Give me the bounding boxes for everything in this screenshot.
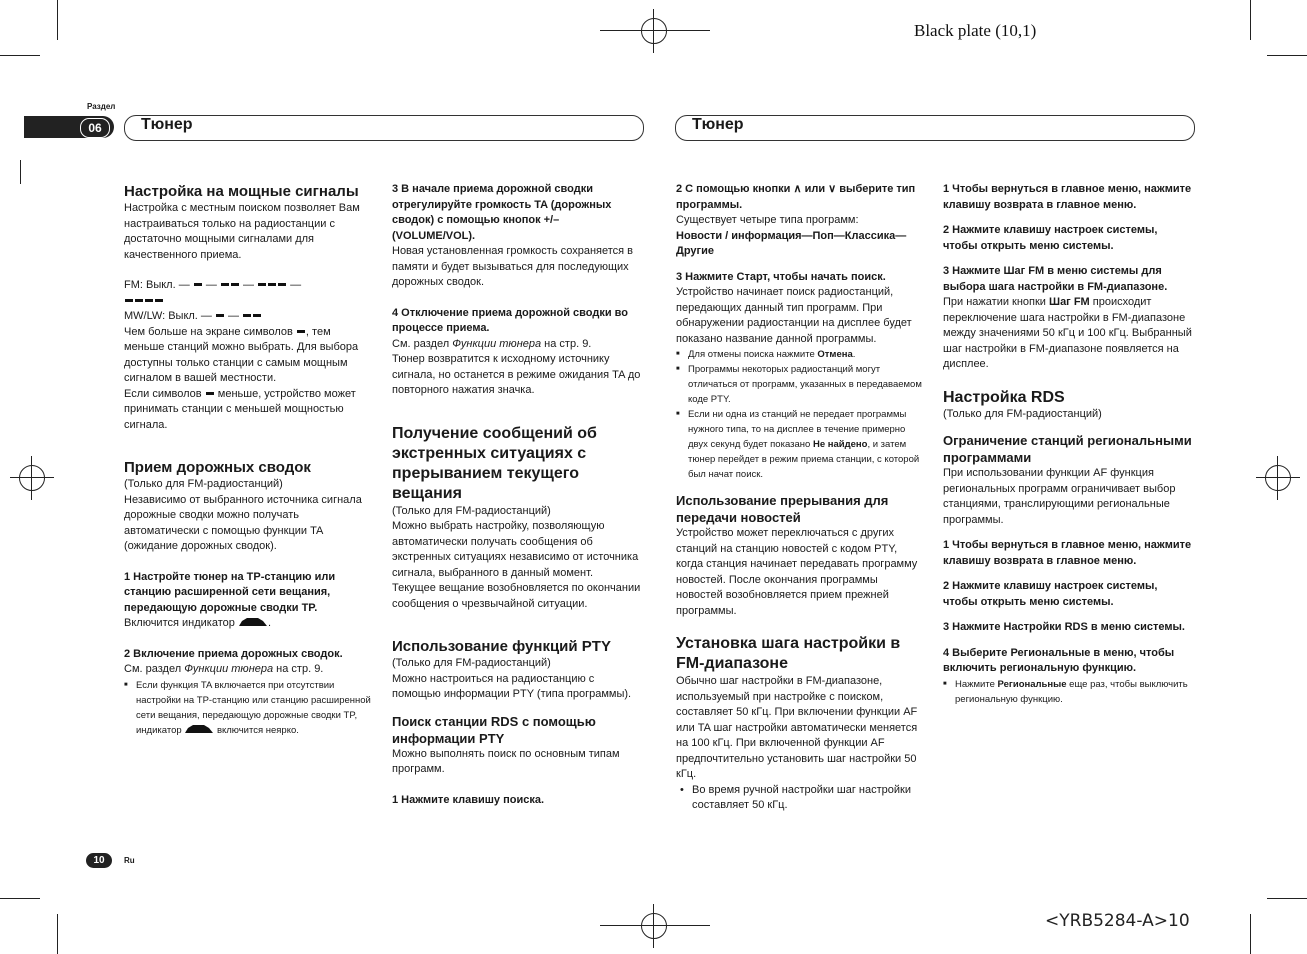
paragraph: Включится индикатор . [124,617,271,629]
step-heading: 3 В начале приема дорожной сводки отрегулируйте громкость TA (дорожных сводок) с помощью кнопок +/– (VOLUME/VOL). [392,183,612,242]
paragraph: При нажатии кнопки Шаг FM происходит переключение шага настройки в FM-диапазоне между значениями 50 кГц и 100 кГц. Выбранный шаг настройки в FM-диапазоне появляется на дисплее. [943,296,1192,370]
heading-news: Использование прерывания для передачи новостей [676,493,889,525]
chevron-up-icon: ∧ [793,183,802,195]
bullet-item: • Во время ручной настройки шаг настройки составляет 50 кГц. [676,783,926,814]
step-heading: 1 Чтобы вернуться в главное меню, нажмите клавишу возврата в главное меню. [943,539,1192,567]
note: ■ Для отмены поиска нажмите Отмена. [676,347,926,362]
paragraph: (Только для FM-радиостанций) [943,407,1102,420]
paragraph: Можно выполнять поиск по основным типам программ. [392,747,620,775]
crop-mark [0,55,40,56]
heading-emergency: Получение сообщений об экстренных ситуациях с прерыванием текущего вещания [392,424,597,502]
fm-levels: FM: Выкл. — — — — [124,278,374,309]
crop-mark [0,898,40,899]
heading-pty: Использование функций PTY [392,638,611,655]
step-heading: 3 Нажмите Настройки RDS в меню системы. [943,621,1185,633]
paragraph: Настройка с местным поиском позволяет Вам настраиваться только на радиостанции с достаточно мощными сигналами для качественного приема. [124,202,360,261]
paragraph: См. раздел Функции тюнера на стр. 9. [392,337,592,350]
crop-mark [20,160,21,184]
step-heading: 2 Включение приема дорожных сводок. [124,647,343,660]
heading-fm-step: Установка шага настройки в FM-диапазоне [676,635,901,672]
heading-rds: Настройка RDS [943,388,1065,406]
page-number: 10 [86,853,112,868]
paragraph: Текущее вещание возобновляется по окончании сообщения о чрезвычайной ситуации. [392,582,641,610]
signal-bar-icon [297,330,305,333]
header-title-left: Тюнер [141,116,193,133]
heading-strong-signals: Настройка на мощные сигналы [124,183,359,200]
crop-mark [1250,914,1251,954]
signal-level-icon [242,309,262,325]
paragraph: Обычно шаг настройки в FM-диапазоне, используемый при настройке с поиском, составляет 50 кГц. При включении функции AF или TA шаг настройки автоматически меняется на 100 кГц. При включенной функции AF предпочтительно установить шаг настройки 50 кГц. [676,675,918,780]
paragraph: Если символов меньше, устройство может принимать станции с меньшей мощностью сигнала. [124,387,356,431]
crop-mark [57,0,58,40]
step-heading: 1 Настройте тюнер на TP-станцию или станцию расширенной сети вещания, передающую дорожные сводки TP. [124,570,336,614]
step-heading: 4 Выберите Региональные в меню, чтобы включить региональную функцию. [943,646,1175,674]
registration-mark-icon [641,18,667,44]
step-heading: 2 С помощью кнопки ∧ или ∨ выберите тип программы. [676,183,916,211]
heading-search: Поиск станции RDS с помощью информации PTY [392,713,596,746]
cross-reference-link[interactable]: Функции тюнера [184,663,274,675]
header-pill-right [675,115,1195,141]
column-4 [943,182,1193,707]
column-1 [124,182,374,738]
note: ■ Если функция TA включается при отсутствии настройки на TP-станцию или станцию расширенной сети вещания, передающую дорожные сводки TP, индикатор включится неярко. [124,678,374,738]
traffic-car-icon [184,724,214,734]
section-number: 06 [80,118,110,138]
document-code: <YRB5284-A>10 [1045,911,1190,931]
signal-level-icon [193,278,203,294]
signal-level-icon [220,278,240,294]
crop-mark [57,914,58,954]
paragraph: (Только для FM-радиостанций) [124,478,283,490]
step-heading: 1 Нажмите клавишу поиска. [392,793,545,806]
cross-reference-link[interactable]: Функции тюнера [452,337,542,350]
note: ■ Нажмите Региональные еще раз, чтобы выключить региональную функцию. [943,677,1193,707]
paragraph: Можно выбрать настройку, позволяющую автоматически получать сообщения об экстренных ситуациях независимо от источника сигнала, выбранного в данный момент. [392,520,639,579]
paragraph: Тюнер возвратится к исходному источнику сигнала, но останется в режиме ожидания TA до повторного нажатия значка. [392,353,641,396]
column-3 [676,182,926,814]
paragraph: Устройство начинает поиск радиостанций, передающих данный тип программ. При обнаружении радиостанции на дисплее будет показано название данной программы. [676,286,912,345]
note: ■ Если ни одна из станций не передает программы нужного типа, то на дисплее в течение примерно двух секунд будет показано Не найдено, и затем тюнер перейдет в режим приема станции, с которой был начат поиск. [676,407,926,482]
paragraph: Независимо от выбранного источника сигнала дорожные сводки можно получать автоматически с помощью функции TA (ожидание дорожных сводок). [124,493,362,552]
column-2 [392,182,644,808]
step-heading: 3 Нажмите Шаг FM в меню системы для выбора шага настройки в FM-диапазоне. [943,265,1168,293]
heading-regional: Ограничение станций региональными программами [943,433,1192,465]
header-pill-left [124,115,644,141]
step-heading: 2 Нажмите клавишу настроек системы, чтобы открыть меню системы. [943,224,1158,252]
crop-mark [1250,0,1251,40]
paragraph: Чем больше на экране символов , тем меньше станций можно выбрать. Для выбора доступны только станции с самым мощным сигналом в вашей местности. [124,325,359,384]
step-heading: 1 Чтобы вернуться в главное меню, нажмите клавишу возврата в главное меню. [943,183,1192,211]
paragraph: Можно настроиться на радиостанцию с помощью информации PTY (типа программы). [392,672,632,700]
step-heading: 4 Отключение приема дорожной сводки во процессе приема. [392,306,628,334]
heading-traffic: Прием дорожных сводок [124,459,311,476]
paragraph: (Только для FM-радиостанций) [392,657,551,669]
signal-level-icon [124,294,164,310]
program-types: Новости / информация—Поп—Классика—Другие [676,229,907,257]
crop-mark [1267,55,1307,56]
step-heading: 3 Нажмите Старт, чтобы начать поиск. [676,270,886,283]
language-label: Ru [124,856,135,865]
registration-mark-icon [641,913,667,939]
plate-label: Black plate (10,1) [914,21,1037,40]
signal-level-icon [215,309,225,325]
paragraph: Существует четыре типа программ: [676,214,859,226]
traffic-car-icon [238,617,268,627]
paragraph: При использовании функции AF функция региональных программ ограничивает выбор станциями, транслирующими региональные программы. [943,467,1176,526]
signal-level-icon [257,278,287,294]
paragraph: Устройство может переключаться с других станций на станцию новостей с кодом PTY, когда станция начинает передавать программу новостей. После окончания программы новостей возобновляется прием прежней программы. [676,527,918,617]
section-label: Раздел [87,102,116,111]
chevron-down-icon: ∨ [828,183,837,195]
header-title-right: Тюнер [692,116,744,133]
registration-mark-icon [1265,465,1291,491]
note: ■ Программы некоторых радиостанций могут отличаться от программ, указанных в передаваемом коде PTY. [676,362,926,407]
step-heading: 2 Нажмите клавишу настроек системы, чтобы открыть меню системы. [943,580,1158,608]
paragraph: См. раздел Функции тюнера на стр. 9. [124,663,324,675]
mw-levels: MW/LW: Выкл. — — [124,309,374,325]
paragraph: (Только для FM-радиостанций) [392,504,551,517]
registration-mark-icon [19,465,45,491]
signal-bar-icon [206,392,214,395]
paragraph: Новая установленная громкость сохраняется в памяти и будет вызываться для последующих дорожных сводок. [392,245,634,288]
crop-mark [1267,898,1307,899]
